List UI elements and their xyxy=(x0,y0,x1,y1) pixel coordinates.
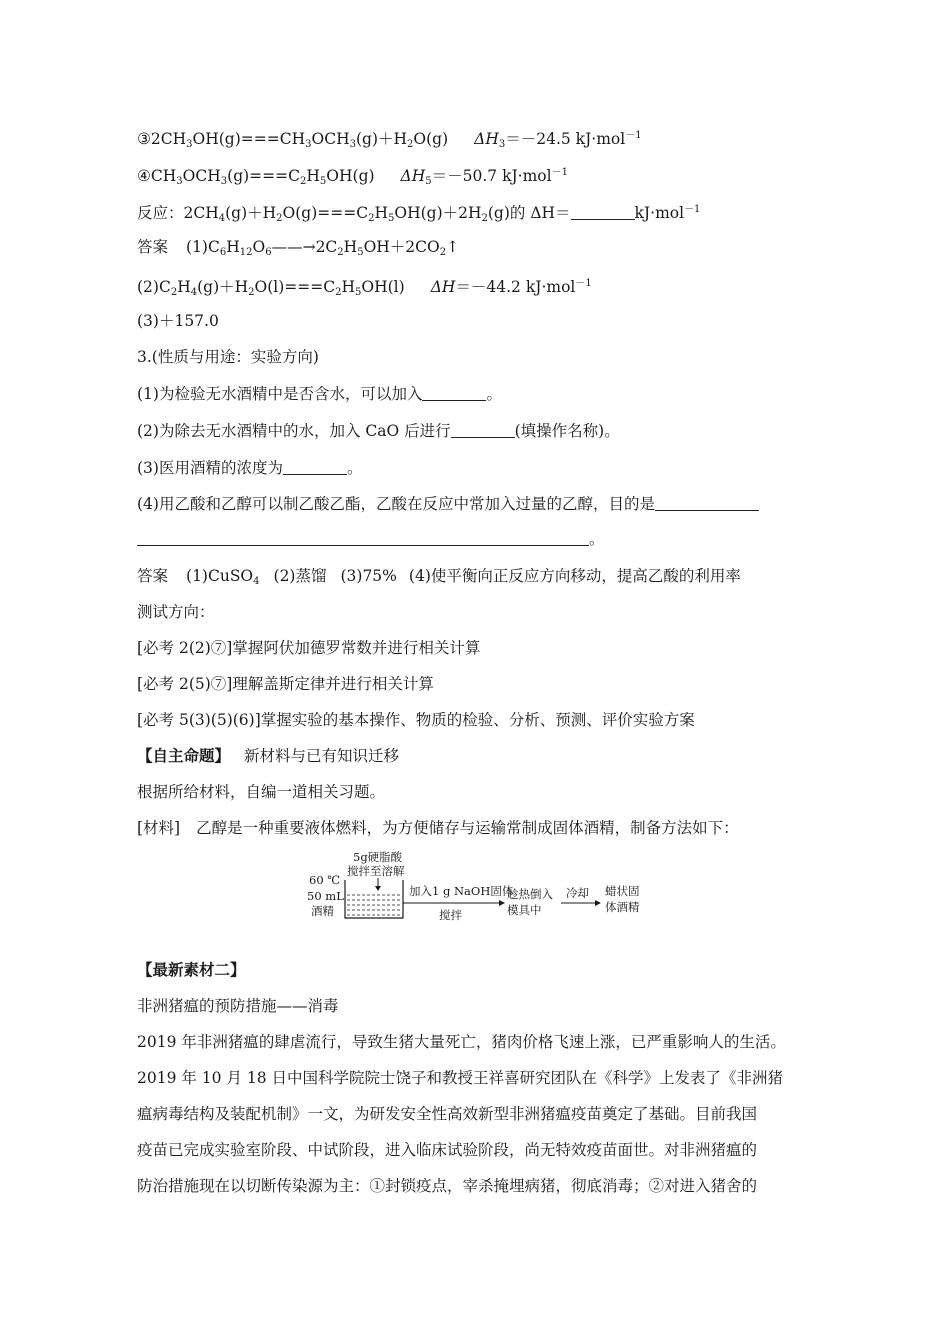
subscript: 5 xyxy=(355,287,362,298)
section-head-self xyxy=(137,746,399,766)
subscript: 4 xyxy=(190,287,198,298)
diagram-step4-label-1: 蜡状固 xyxy=(605,884,640,898)
diagram-step2-label-1: 趁热倒入 xyxy=(507,887,553,901)
question-text: (3)医用酒精的浓度为 xyxy=(137,459,283,477)
subscript: 4 xyxy=(218,213,226,224)
beaker-liquid xyxy=(347,895,401,915)
eq-text: OCH xyxy=(182,167,221,185)
delta-h: ΔH xyxy=(400,167,426,185)
question-3-title: 3.(性质与用途：实验方向) xyxy=(137,348,319,366)
test-item: [必考 5(3)(5)(6)]掌握实验的基本操作、物质的检验、分析、预测、评价实验方案 xyxy=(137,711,695,729)
eq-text: OH(g) xyxy=(326,167,375,185)
eq-text: 2CH xyxy=(150,130,187,148)
eq-text: O xyxy=(252,238,266,256)
eq-text: H xyxy=(306,167,320,185)
test-item: [必考 2(5)⑦]理解盖斯定律并进行相关计算 xyxy=(137,675,434,693)
eq-number: ④ xyxy=(137,167,151,185)
eq-text: O(g) xyxy=(413,130,449,148)
material-line xyxy=(137,818,739,838)
eq-text: H xyxy=(341,278,356,296)
beaker-icon xyxy=(345,880,403,918)
subscript: 2 xyxy=(481,213,488,224)
test-item: [必考 2(2)⑦]掌握阿伏加德罗常数并进行相关计算 xyxy=(137,639,481,657)
diagram-step4-label-2: 体酒精 xyxy=(605,900,640,914)
subscript: 2 xyxy=(335,287,342,298)
section-head-material-2: 【最新素材二】 xyxy=(137,960,246,979)
eq-text: OCH xyxy=(311,130,350,148)
equation-3 xyxy=(137,126,642,155)
answer-blank xyxy=(283,460,347,475)
subscript: 6 xyxy=(265,247,272,258)
question-3-part-1 xyxy=(137,384,502,404)
question-3-part-4-cont xyxy=(137,529,605,549)
solid-alcohol-process-diagram xyxy=(305,848,665,928)
subscript: 12 xyxy=(239,247,253,258)
eq-text: kJ·mol xyxy=(634,204,685,222)
superscript: －1 xyxy=(684,204,701,215)
eq-text: (g) xyxy=(227,167,250,185)
question-text: 。 xyxy=(346,459,363,477)
eq-value: ＝－24.5 kJ·mol xyxy=(505,130,626,148)
self-instruction: 根据所给材料，自编一道相关习题。 xyxy=(137,783,386,801)
question-3-part-2 xyxy=(137,421,620,441)
eq-text: 反应：2CH xyxy=(137,204,219,222)
question-text: (4)用乙酸和乙醇可以制乙酸乙酯，乙酸在反应中常加入过量的乙醇，目的是 xyxy=(137,495,655,513)
answer-blank xyxy=(655,496,759,511)
paragraph-line: 2019 年 10 月 18 日中国科学院院士饶子和教授王祥喜研究团队在《科学》上发表了《非洲猪 xyxy=(137,1069,784,1087)
answer-text: (2)蒸馏 xyxy=(273,567,327,585)
answer-1 xyxy=(137,237,459,263)
diagram-arrowhead xyxy=(499,900,505,906)
subscript: 2 xyxy=(300,176,307,187)
eq-text: O(g)===C xyxy=(282,204,369,222)
subscript: 3 xyxy=(305,139,312,150)
subscript: 2 xyxy=(337,247,344,258)
eq-value: ＝－44.2 kJ·mol xyxy=(455,278,576,296)
subscript: 3 xyxy=(498,139,506,150)
eq-text: ↑ xyxy=(446,238,460,256)
question-text: (填操作名称)。 xyxy=(514,422,620,440)
answer-blank xyxy=(571,205,635,220)
question-3-part-3 xyxy=(137,458,362,478)
subscript: 4 xyxy=(253,576,260,587)
diagram-step1-sub: 搅拌 xyxy=(439,908,462,922)
subscript: 5 xyxy=(319,176,327,187)
diagram-left-label-2: 50 mL xyxy=(307,889,344,903)
subscript: 5 xyxy=(357,247,364,258)
question-text: (2)为除去无水酒精中的水，加入 CaO 后进行 xyxy=(137,422,451,440)
material-text: 乙醇是一种重要液体燃料，为方便储存与运输常制成固体酒精，制备方法如下： xyxy=(196,819,739,837)
eq-text: O(l)===C xyxy=(254,278,336,296)
paragraph-line: 防治措施现在以切断传染源为主：①封锁疫点，宰杀掩埋病猪，彻底消毒；②对进入猪舍的 xyxy=(137,1177,758,1195)
eq-text: (1)C xyxy=(186,238,220,256)
diagram-step1-label: 加入1 g NaOH固体 xyxy=(409,884,514,898)
eq-text: (g)的 ΔH＝ xyxy=(487,204,571,222)
eq-text: OH(g) xyxy=(192,130,241,148)
superscript: －1 xyxy=(575,278,592,289)
answer-4 xyxy=(137,566,741,592)
diagram-arrowhead xyxy=(375,886,381,891)
eq-arrow: === xyxy=(240,130,280,148)
answer-blank xyxy=(451,423,515,438)
section-head: 【自主命题】 xyxy=(137,746,231,765)
equation-4 xyxy=(137,163,568,192)
subscript: 5 xyxy=(425,176,432,187)
eq-text: (g)＋H xyxy=(355,130,408,148)
eq-text: OH(l) xyxy=(361,278,405,296)
diagram-left-label-1: 60 ℃ xyxy=(309,873,341,887)
subscript: 3 xyxy=(186,139,193,150)
subscript: 3 xyxy=(349,139,356,150)
eq-text: ——→2C xyxy=(271,238,338,256)
eq-text: (2)C xyxy=(137,278,171,296)
diagram-left-label-3: 酒精 xyxy=(311,904,334,918)
test-direction-title: 测试方向： xyxy=(137,603,215,621)
material-2-title: 非洲猪瘟的预防措施——消毒 xyxy=(137,997,339,1015)
answer-blank xyxy=(137,531,589,546)
eq-text: CH xyxy=(279,130,306,148)
eq-text: OH(g)＋2H xyxy=(394,204,482,222)
subscript: 2 xyxy=(407,139,414,150)
section-subhead: 新材料与已有知识迁移 xyxy=(244,747,400,765)
diagram-top-label-2: 搅拌至溶解 xyxy=(347,864,405,878)
answer-text: (3)75% xyxy=(340,567,397,585)
paragraph-line: 疫苗已完成实验室阶段、中试阶段，进入临床试验阶段，尚无特效疫苗面世。对非洲猪瘟的 xyxy=(137,1141,758,1159)
eq-text: C xyxy=(288,167,301,185)
eq-value: ＝－50.7 kJ·mol xyxy=(431,167,552,185)
eq-text: H xyxy=(343,238,358,256)
subscript: 2 xyxy=(170,287,178,298)
question-3-part-4 xyxy=(137,494,759,514)
eq-arrow: === xyxy=(249,167,289,185)
reaction-line xyxy=(137,200,700,229)
eq-number: ③ xyxy=(137,130,151,148)
material-label: [材料] xyxy=(137,819,181,837)
subscript: 2 xyxy=(368,213,375,224)
answer-label: 答案 xyxy=(137,567,169,585)
subscript: 3 xyxy=(176,176,183,187)
eq-text: (g)＋H xyxy=(225,204,277,222)
diagram-arrowhead xyxy=(595,900,601,906)
superscript: －1 xyxy=(551,167,568,178)
answer-text: (4)使平衡向正反应方向移动，提高乙酸的利用率 xyxy=(408,567,741,585)
paragraph-line: 2019 年非洲猪瘟的肆虐流行，导致生猪大量死亡，猪肉价格飞速上涨，已严重影响人的生活。 xyxy=(137,1033,786,1051)
eq-text: OH＋2CO xyxy=(363,238,440,256)
answer-2 xyxy=(137,274,592,303)
question-text: (1)为检验无水酒精中是否含水，可以加入 xyxy=(137,385,423,403)
subscript: 3 xyxy=(220,176,228,187)
answer-text: (1)CuSO xyxy=(186,567,254,585)
eq-text: CH xyxy=(150,167,177,185)
question-text: 。 xyxy=(589,530,605,548)
diagram-top-label-1: 5g硬脂酸 xyxy=(353,850,403,864)
delta-h: ΔH xyxy=(474,130,499,148)
diagram-step3-label: 冷却 xyxy=(566,886,589,900)
subscript: 2 xyxy=(439,247,447,258)
eq-text: H xyxy=(374,204,388,222)
subscript: 6 xyxy=(219,247,227,258)
delta-h: ΔH xyxy=(430,278,456,296)
answer-3: (3)＋157.0 xyxy=(137,312,219,330)
superscript: －1 xyxy=(625,130,642,141)
answer-blank xyxy=(422,386,486,401)
eq-text: H xyxy=(177,278,191,296)
paragraph-line: 瘟病毒结构及装配机制》一文，为研发安全性高效新型非洲猪瘟疫苗奠定了基础。目前我国 xyxy=(137,1105,758,1123)
subscript: 2 xyxy=(276,213,283,224)
subscript: 5 xyxy=(388,213,395,224)
eq-text: H xyxy=(226,238,240,256)
subscript: 2 xyxy=(248,287,255,298)
diagram-step2-label-2: 模具中 xyxy=(507,903,542,917)
question-text: 。 xyxy=(486,385,502,403)
eq-text: (g)＋H xyxy=(197,278,249,296)
answer-label: 答案 xyxy=(137,238,169,256)
